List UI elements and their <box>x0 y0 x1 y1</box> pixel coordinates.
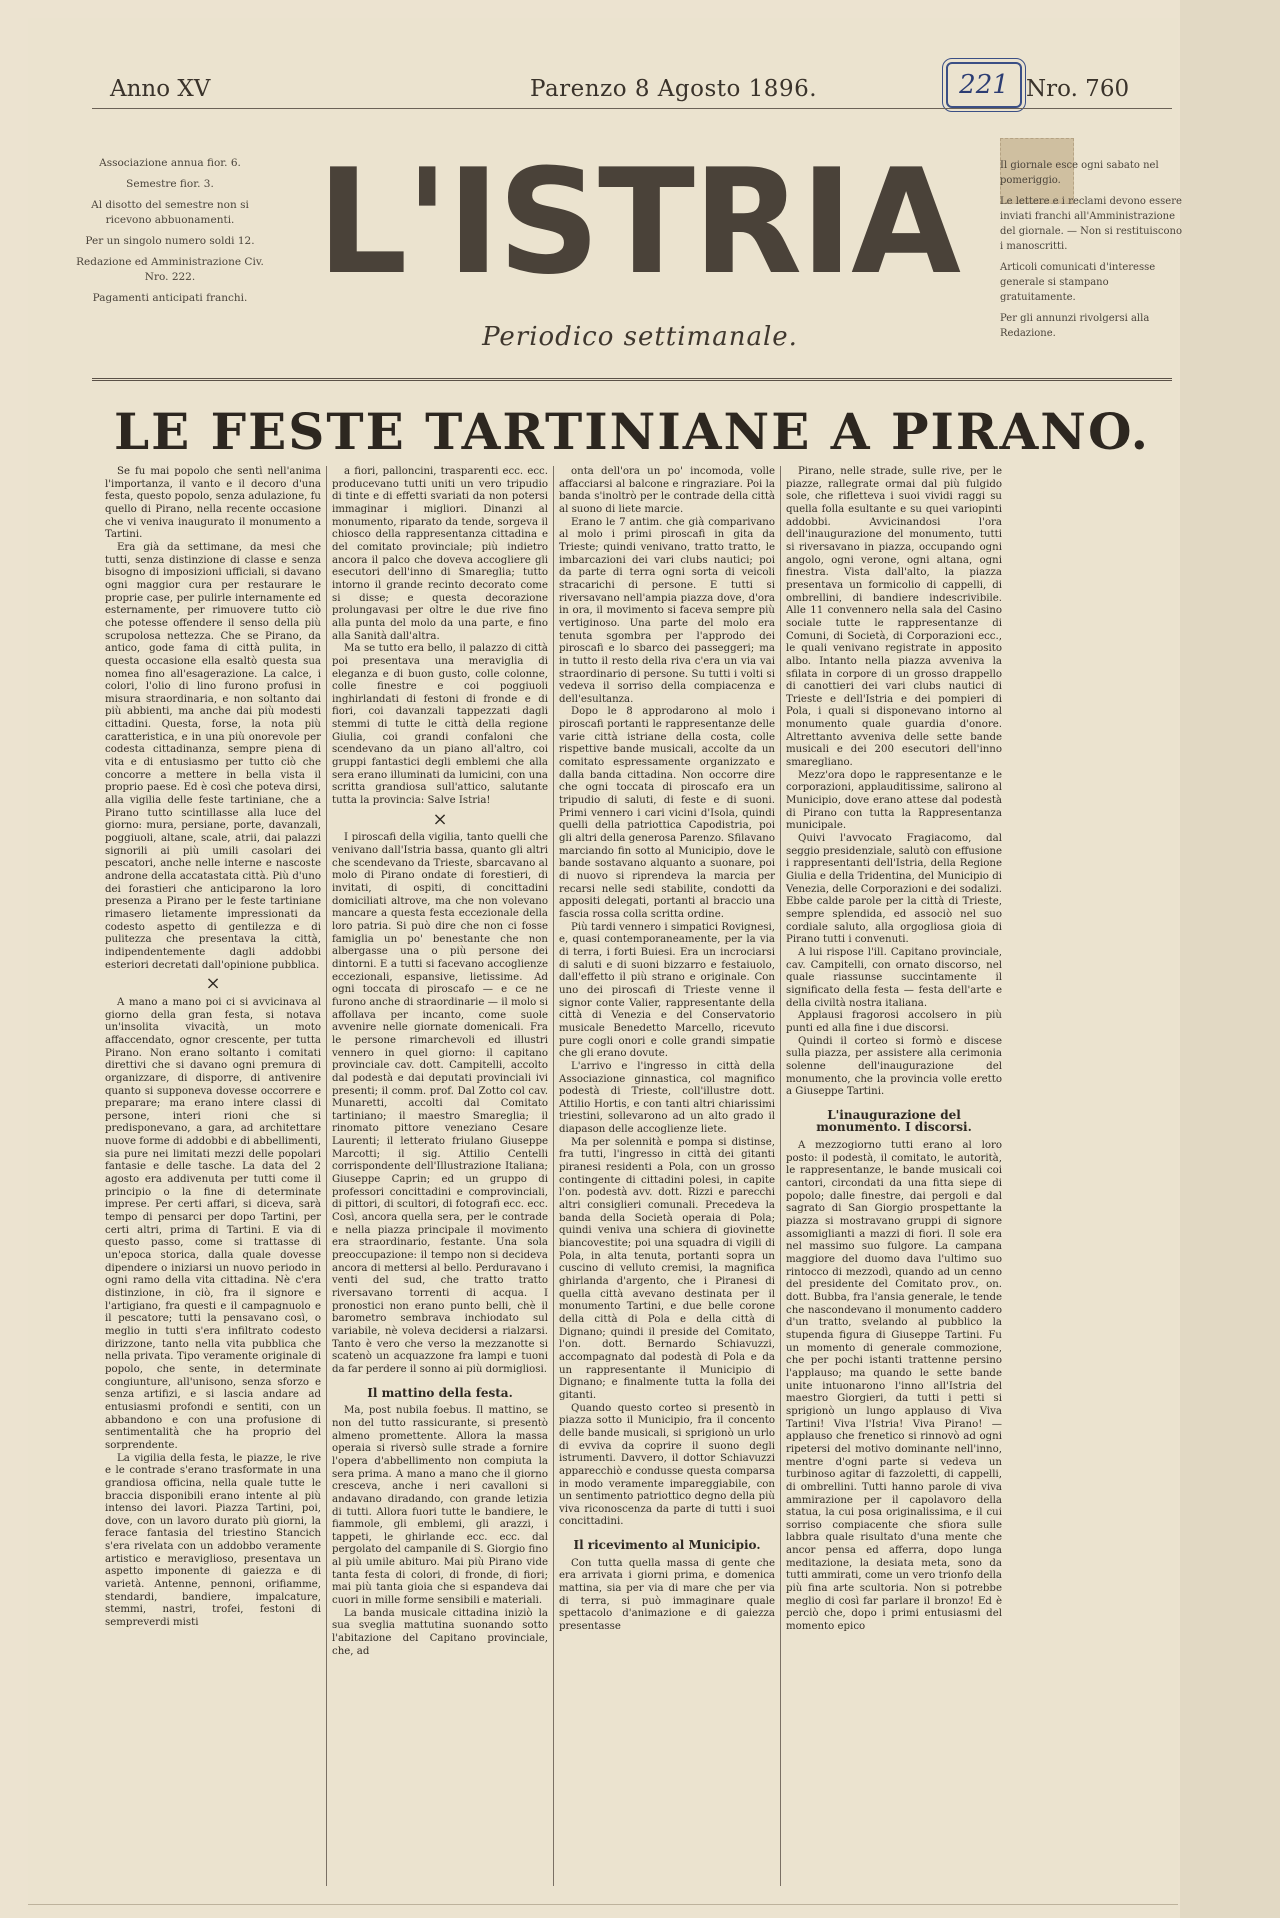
paragraph: I piroscafi della vigilia, tanto quelli che venivano dall'Istria bassa, quanto gli altri che scendevano da Trieste, sbarcavano al molo di Pirano ondate di forestieri, di invitati, di ospiti, di concittadini domiciliati altrove, ma che non volevano mancare a questa festa eccezionale della loro patria. Si può dire che non ci fosse famiglia un po' benestante che non albergasse una o più persone dei dintorni. E a tutti si facevano accoglienze eccezionali, espansive, lietissime. Ad ogni toccata di piroscafo — e ce ne furono anche di straordinarie — il molo si affollava per incanto, come suole avvenire nelle giornate domenicali. Fra le persone rimarchevoli ed illustri vennero in quel giorno: il capitano provinciale cav. dott. Campitelli, accolto dal podestà e dai deputati provinciali ivi presenti; il comm. prof. Dal Zotto col cav. Munaretti, accolti dal Comitato tartiniano; il maestro Smareglia; il rinomato pittore veneziano Cesare Laurenti; il letterato friulano Giuseppe Marcotti; il sig. Attilio Centelli corrispondente dell'Illustrazione Italiana; Giuseppe Caprin; ed un gruppo di professori concittadini e comprovinciali, di pittori, di scultori, di fotografi ecc. ecc. Così, ancora quella sera, per le contrade e nella piazza principale il movimento era straordinario, festante. Una sola preoccupazione: il tempo non si decideva ancora di mettersi al bello. Perduravano i venti del sud, che tratto tratto riversavano torrenti di acqua. I pronostici non erano punto belli, chè il barometro sembrava inchiodato sul variabile, nè voleva decidersi a rialzarsi. Tanto è vero che verso la mezzanotte si scatenò un acquazzone fra lampi e tuoni da far perdere il sonno ai più dormigliosi. <box>332 832 548 1375</box>
column-4 <box>781 466 1007 1886</box>
paragraph: Mezz'ora dopo le rappresentanze e le corporazioni, applauditissime, salirono al Municipio, dove erano attese dal podestà di Pirano con tutta la Rappresentanza municipale. <box>786 769 1002 832</box>
info-line: Le lettere e i reclami devono essere inviati franchi all'Amministrazione del giornale. — Non si restituiscono i manoscritti. <box>1000 196 1182 252</box>
masthead-title: L'ISTRIA <box>317 138 959 307</box>
paragraph: Se fu mai popolo che sentì nell'anima l'importanza, il vanto e il decoro d'una festa, questo popolo, senza adulazione, fu quello di Pirano, nella recente occasione che vi veniva inaugurato il monumento a Tartini. <box>105 466 321 541</box>
page-bottom-edge <box>28 1904 1178 1905</box>
info-line: Il giornale esce ogni sabato nel pomeriggio. <box>1000 160 1159 186</box>
paragraph: Pirano, nelle strade, sulle rive, per le piazze, rallegrate ormai dal più fulgido sole, che rifletteva i suoi vividi raggi su quella folla esultante e su quei variopinti addobbi. Avvicinandosi l'ora dell'inaugurazione del monumento, tutti si riversavano in piazza, occupando ogni angolo, ogni verone, ogni altana, ogni finestra. Vista dall'alto, la piazza presentava un formicolio di cappelli, di ombrellini, di bandiere indescrivibile. Alle 11 convennero nella sala del Casino sociale tutte le rappresentanze di Comuni, di Società, di Corporazioni ecc., le quali venivano registrate in apposito albo. Intanto nella piazza avveniva la sfilata in corpore di un grosso drappello di canottieri dei vari clubs nautici di Trieste e dell'Istria e dei pompieri di Pola, i quali si disponevano intorno al monumento quale guardia d'onore. Altrettanto avveniva delle sette bande musicali e dei 200 esecutori dell'inno smaregliano. <box>786 466 1002 769</box>
paragraph: Più tardi vennero i simpatici Rovignesi, e, quasi contemporaneamente, per la via di terra, i forti Buiesi. Era un incrociarsi di saluti e di suoni bizzarro e festaiuolo, dall'effetto il più strano e originale. Con uno dei piroscafi di Trieste venne il signor conte Valier, rappresentante della città di Venezia e del Conservatorio musicale Benedetto Marcello, ricevuto pure cogli onori e colle grandi simpatie che gli erano dovute. <box>559 921 775 1060</box>
info-line: Articoli comunicati d'interesse generale si stampano gratuitamente. <box>1000 262 1156 303</box>
paragraph: A lui rispose l'ill. Capitano provinciale, cav. Campitelli, con ornato discorso, nel quale riassunse succintamente il significato della festa — festa dell'arte e della civiltà nostra italiana. <box>786 946 1002 1009</box>
paragraph: Ma se tutto era bello, il palazzo di città poi presentava una meraviglia di eleganza e di buon gusto, colle colonne, colle finestre e coi poggiuoli inghirlandati di festoni di fronde e di fiori, coi davanzali tappezzati dagli stemmi di tutte le città della regione Giulia, coi grandi confaloni che scendevano da un piano all'altro, coi gruppi fantastici degli emblemi che alla sera erano illuminati da lumicini, con una scritta grandiosa sull'attico, salutante tutta la provincia: Salve Istria! <box>332 643 548 807</box>
info-line: Per gli annunzi rivolgersi alla Redazione. <box>1000 313 1150 339</box>
column-2 <box>327 466 554 1886</box>
paragraph: onta dell'ora un po' incomoda, volle affacciarsi al balcone e ringraziare. Poi la banda s'inoltrò per le contrade della città al suono di liete marcie. <box>559 466 775 515</box>
section-separator: × <box>432 808 448 830</box>
info-line: Pagamenti anticipati franchi. <box>92 292 248 304</box>
info-line: Al disotto del semestre non si ricevono abbuonamenti. <box>91 199 249 226</box>
paragraph: Applausi fragorosi accolsero in più punti ed alla fine i due discorsi. <box>786 1010 1002 1034</box>
masthead-subtitle: Periodico settimanale. <box>482 322 798 352</box>
info-line: Per un singolo numero soldi 12. <box>85 235 255 247</box>
paragraph: Ma, post nubila foebus. Il mattino, se non del tutto rassicurante, si presentò almeno promettente. Allora la massa operaia si riversò sulle strade a fornire l'opera d'abbellimento non compiuta la sera prima. A mano a mano che il giorno cresceva, anche i neri cavalloni si andavano diradando, con grande letizia di tutti. Allora fuori tutte le bandiere, le fiammole, gli emblemi, gli arazzi, i tappeti, le ghirlande ecc. ecc. dal pergolato del campanile di S. Giorgio fino al più umile abituro. Mai più Pirano vide tanta festa di colori, di fronde, di fiori; mai più tanta gioia che si espandeva dai cuori in mille forme sensibili e materiali. <box>332 1405 548 1607</box>
paragraph: Con tutta quella massa di gente che era arrivata i giorni prima, e domenica mattina, sia per via di mare che per via di terra, si può immaginare quale spettacolo d'animazione e di gaiezza presentasse <box>559 1557 775 1633</box>
paragraph: Quando questo corteo si presentò in piazza sotto il Municipio, fra il concento delle bande musicali, si sprigionò un urlo di evviva da coprire il suono degli istrumenti. Davvero, il dottor Schiavuzzi apparecchiò e condusse questa comparsa in modo veramente impareggiabile, con un sentimento patriottico degno della più viva riconoscenza da parte di tutti i suoi concittadini. <box>559 1402 775 1528</box>
masthead-rule <box>92 378 1172 381</box>
info-line: Associazione annua fior. 6. <box>99 157 241 169</box>
info-line: Redazione ed Amministrazione Civ. Nro. 222. <box>76 256 264 283</box>
issue-year: Anno XV <box>110 76 211 102</box>
column-3 <box>554 466 781 1886</box>
section-heading: Il ricevimento al Municipio. <box>573 1538 761 1553</box>
paragraph: A mano a mano poi ci si avvicinava al giorno della gran festa, si notava un'insolita vivacità, un moto affaccendato, ognor crescente, per tutta Pirano. Non erano soltanto i comitati direttivi che si davano ogni premura di organizzare, di disporre, di antivenire quanto si supponeva dovesse occorrere e preparare; ma erano intere classi di persone, interi rioni che si predisponevano, a gara, ad architettare nuove forme di addobbi e di abbellimenti, sia pure nei limitati mezzi delle popolari fantasie e delle tasche. La data del 2 agosto era addivenuta per tutti come il principio o la fine di determinate imprese. Per certi affari, si diceva, sarà tempo di pensarci per dopo Tartini, per certi altri, prima di Tartini. E via di questo passo, come si trattasse di un'epoca storica, dalla quale dovesse dipendere o iniziarsi un nuovo periodo in ogni ramo della vita cittadina. Nè c'era distinzione, in ciò, fra il signore e l'artigiano, fra questi e il campagnuolo e il pescatore; tutti la pensavano così, o meglio in tutti s'era infiltrato codesto dirizzone, tanto nella vita pubblica che nella privata. Tipo veramente originale di popolo, che sente, in determinate congiunture, all'unisono, senza sforzo e senza artifizi, e si lascia andare ad entusiasmi profondi e sentiti, con un abbandono e con una profusione di sentimentalità che ha proprio del sorprendente. <box>105 996 321 1451</box>
section-heading: Il mattino della festa. <box>367 1385 513 1400</box>
paragraph: La banda musicale cittadina iniziò la sua sveglia mattutina suonando sotto l'abitazione del Capitano provinciale, che, ad <box>332 1607 548 1657</box>
publication-info <box>1000 158 1186 347</box>
section-separator: × <box>205 973 221 995</box>
subscription-info <box>70 156 270 312</box>
paragraph: L'arrivo e l'ingresso in città della Associazione ginnastica, col magnifico podestà di Trieste, coll'illustre dott. Attilio Hortis, e con tanti altri chiarissimi triestini, sollevarono ad un alto grado il diapason delle accoglienze liete. <box>559 1060 775 1136</box>
paragraph: Quivi l'avvocato Fragiacomo, dal seggio presidenziale, salutò con effusione i rappresentanti dell'Istria, della Regione Giulia e della Tridentina, del Municipio di Venezia, delle Corporazioni e dei sodalizi. Ebbe calde parole per la città di Trieste, sempre splendida, ed associò nel suo cordiale saluto, alla orgogliosa gioia di Pirano tutti i convenuti. <box>786 833 1002 946</box>
column-1 <box>100 466 327 1886</box>
paragraph: La vigilia della festa, le piazze, le rive e le contrade s'erano trasformate in una grandiosa officina, nella quale tutte le braccia disponibili erano intente al più intenso dei lavori. Piazza Tartini, poi, dove, con un lavoro durato più giorni, la ferace fantasia del triestino Stancich s'era rivelata con un addobbo veramente artistico e meraviglioso, presentava un aspetto imponente di gaiezza e di varietà. Antenne, pennoni, orifiamme, stendardi, bandiere, impalcature, stemmi, nastri, trofei, festoni di sempreverdi misti <box>105 1452 321 1629</box>
archive-margin <box>1180 0 1280 1918</box>
paragraph: Dopo le 8 approdarono al molo i piroscafi portanti le rappresentanze delle varie città istriane della costa, colle rispettive bande musicali, accolte da un comitato espressamente organizzato e dalla banda cittadina. Non occorre dire che ogni toccata di piroscafo era un tripudio di saluti, di feste e di suoni. Primi vennero i cari vicini d'Isola, quindi quelli della patriottica Capodistria, poi gli altri della generosa Parenzo. Sfilavano marciando fin sotto al Municipio, dove le bande sostavano alquanto a suonare, poi di nuovo si riprendeva la marcia per recarsi nelle sedi stabilite, condotti da appositi delegati, portanti al braccio una fascia rossa colla scritta ordine. <box>559 706 775 920</box>
info-line: Semestre fior. 3. <box>126 178 214 190</box>
article-columns <box>100 466 1170 1886</box>
archive-stamp: 221 <box>946 62 1022 108</box>
issue-number: Nro. 760 <box>1026 76 1130 102</box>
paragraph: a fiori, palloncini, trasparenti ecc. ecc. producevano tutti uniti un vero tripudio di tinte e di effetti svariati da non potersi immaginar i migliori. Dinanzi al monumento, riparato da tende, sorgeva il chiosco della rappresentanza cittadina e del comitato provinciale; più indietro ancora il palco che doveva accogliere gli esecutori dell'inno di Smareglia; tutto intorno il grande recinto decorato come si disse; e questa decorazione prolungavasi per oltre le due rive fino alla punta del molo da una parte, e fino alla Sanità dall'altra. <box>332 466 548 642</box>
article-headline: LE FESTE TARTINIANE A PIRANO. <box>113 402 1151 461</box>
header-rule <box>92 108 1172 109</box>
paragraph: A mezzogiorno tutti erano al loro posto: il podestà, il comitato, le autorità, le rappresentanze, le bande musicali coi cantori, circondati da una fitta siepe di popolo; dalle finestre, dai pergoli e dal sagrato di San Giorgio prospettante la piazza si mostravano gruppi di signore assomiglianti a mazzi di fiori. Il sole era nel massimo suo fulgore. La campana maggiore del duomo dava l'ultimo suo rintocco di mezzodì, quando ad un cenno del presidente del Comitato prov., on. dott. Bubba, fra l'ansia generale, le tende che nascondevano il monumento caddero d'un tratto, svelando al pubblico la stupenda figura di Giuseppe Tartini. Fu un momento di generale commozione, che per pochi istanti trattenne persino l'applauso; ma quando le sette bande unite intuonarono l'inno all'Istria del maestro Giorgieri, da tutti i petti si sprigionò un lungo applauso di Viva Tartini! Viva l'Istria! Viva Pirano! — applauso che frenetico si rinnovò ad ogni ripetersi del motivo dominante nell'inno, mentre d'ogni parte si vedeva un turbinoso agitar di fazzoletti, di cappelli, di ombrellini. Tutti hanno parole di viva ammirazione per il capolavoro della statua, la cui posa originalissima, e il cui sorriso compiacente che sfiora sulle labbra quale risultato d'una mente che ancor pensa ed afferra, dopo lunga meditazione, la desiata meta, sono da tutti ammirati, come un vero trionfo della più fina arte scultoria. Non si potrebbe meglio di così far parlare il bronzo! Ed è perciò che, dopo i primi entusiasmi del momento epico <box>786 1140 1002 1633</box>
paragraph: Erano le 7 antim. che già comparivano al molo i primi piroscafi in gita da Trieste; quindi venivano, tratto tratto, le imbarcazioni dei vari clubs nautici; poi da parte di terra ogni sorta di veicoli stracarichi di persone. E tutti si riversavano nell'ampia piazza dove, d'ora in ora, il movimento si faceva sempre più vertiginoso. Una parte del molo era tenuta sgombra per l'approdo dei piroscafi e lo sbarco dei passeggeri; ma in tutto il resto della riva c'era un via vai straordinario di persone. Su tutti i volti si vedeva il sorriso della compiacenza e dell'esultanza. <box>559 516 775 705</box>
paragraph: Quindi il corteo si formò e discese sulla piazza, per assistere alla cerimonia solenne dell'inaugurazione del monumento, che la provincia volle eretto a Giuseppe Tartini. <box>786 1035 1002 1098</box>
issue-date: Parenzo 8 Agosto 1896. <box>530 76 818 102</box>
section-heading: L'inaugurazione del monumento. I discorsi. <box>816 1107 972 1135</box>
paragraph: Era già da settimane, da mesi che tutti, senza distinzione di classe e senza bisogno di imposizioni ufficiali, si davano ogni maggior cura per restaurare le proprie case, per pulirle internamente ed esternamente, per rimuovere tutto ciò che potesse offendere il senso della più scrupolosa nettezza. Che se Pirano, da antico, gode fama di città pulita, in questa occasione ella esaltò questa sua nomea fino all'esagerazione. La calce, i colori, l'olio di lino furono profusi in misura straordinaria, e non soltanto dai più abbienti, ma anche dai più modesti cittadini. Questa, forse, la nota più caratteristica, e in una più onorevole per codesta cittadinanza, sempre piena di vita e di entusiasmo per tutto ciò che concorre a mettere in bella vista il proprio paese. Ed è così che poteva dirsi, alla vigilia delle feste tartiniane, che a Pirano tutto scintillasse alla luce del giorno: mura, persiane, porte, davanzali, poggiuoli, altane, scale, atrii, dai palazzi signorili ai più umili casolari dei pescatori, anche nelle interne e nascoste androne della accatastata città. Più d'uno dei forastieri che anticiparono la loro presenza a Pirano per le feste tartiniane rimasero lietamente impressionati da codesto aspetto di gentilezza e di pulitezza che presentava la città, indipendentemente dagli addobbi esteriori decretati dall'opinione pubblica. <box>105 541 321 971</box>
paragraph: Ma per solennità e pompa si distinse, fra tutti, l'ingresso in città dei gitanti piranesi residenti a Pola, con un grosso contingente di cittadini polesi, in capite l'on. podestà avv. dott. Rizzi e parecchi altri consiglieri comunali. Precedeva la banda della Società operaia di Pola; quindi veniva una schiera di giovinette biancovestite; poi una squadra di vigili di Pola, in alta tenuta, portanti sopra un cuscino di velluto cremisi, la magnifica ghirlanda d'argento, che i Piranesi di quella città avevano destinata per il monumento Tartini, e due belle corone della città di Pola e della città di Dignano; quindi il preside del Comitato, l'on. dott. Bernardo Schiavuzzi, accompagnato dal podestà di Pola e da un rappresentante il Municipio di Dignano; e finalmente tutta la folla dei gitanti. <box>559 1136 775 1401</box>
